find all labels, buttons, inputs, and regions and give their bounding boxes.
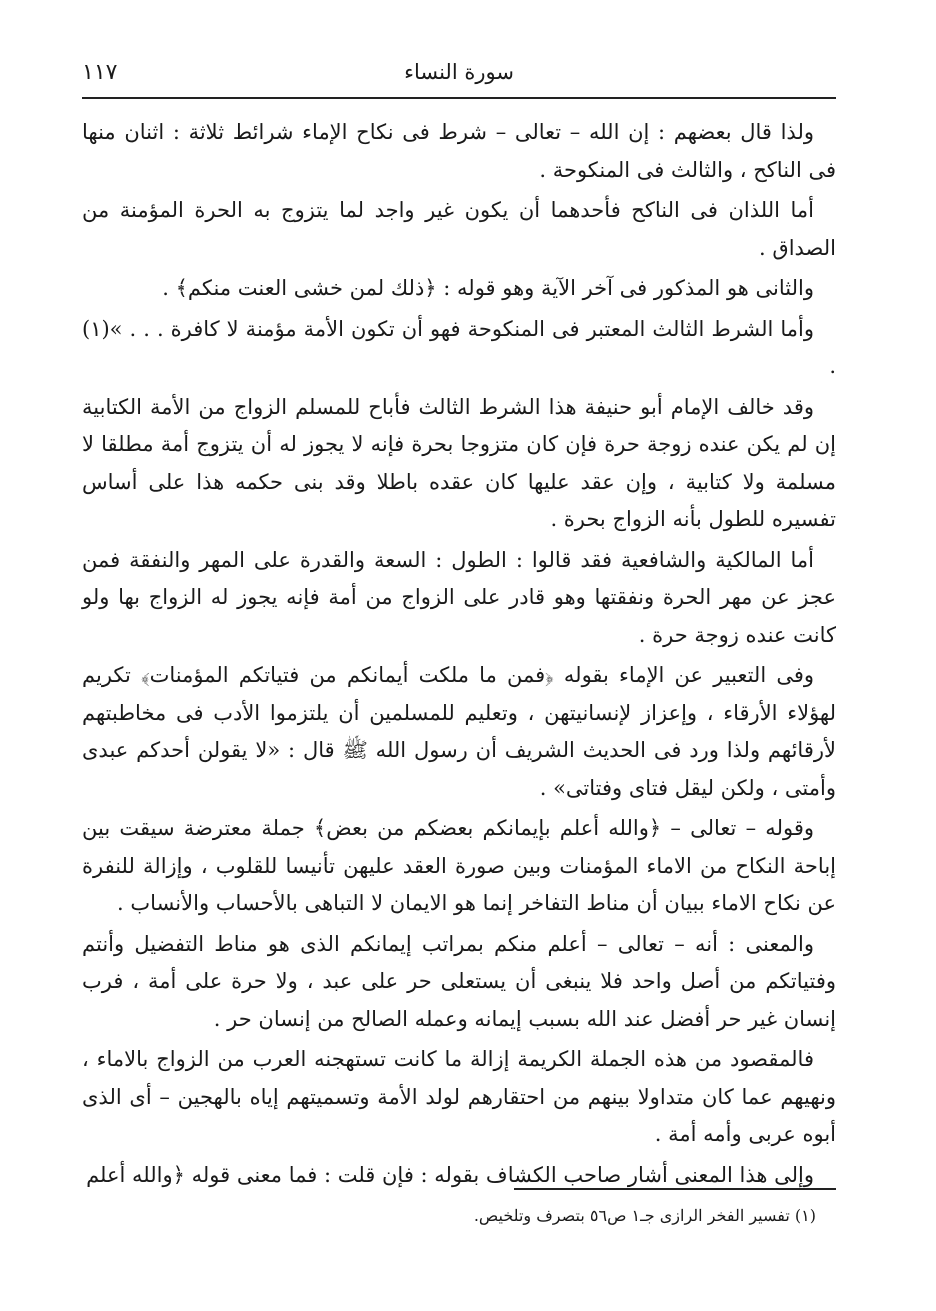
page-number: ١١٧ bbox=[82, 60, 118, 85]
paragraph-9: والمعنى : أنه – تعالى – أعلم منكم بمراتب إيمانكم الذى هو مناط التفضيل وأنتم وفتياتكم من أصل واحد فلا ينبغى أن يستعلى حر على عبد ، ولا حرة على أمة ، فرب إنسان غير حر أفضل عند الله بسبب إيمانه وعمله الصالح من إنسان حر . bbox=[82, 931, 836, 1031]
paragraph-4: وأما الشرط الثالث المعتبر فى المنكوحة فهو أن تكون الأمة مؤمنة لا كافرة . . . »(١) . bbox=[82, 316, 836, 378]
footnote: (١) تفسير الفخر الرازى جـ١ ص٥٦ بتصرف وتلخيص. bbox=[473, 1206, 816, 1225]
footnote-divider bbox=[514, 1188, 836, 1190]
paragraph-8: وقوله – تعالى – ﴿والله أعلم بإيمانكم بعضكم من بعض﴾ جملة معترضة سيقت بين إباحة النكاح من الاماء المؤمنات وبين صورة العقد عليهن تأنيسا للقلوب ، وإزالة للنفرة عن نكاح الاماء ببيان أن مناط التفاخر إنما هو الايمان لا التباهى بالأحساب والأنساب . bbox=[82, 816, 836, 915]
body-text bbox=[82, 114, 836, 1197]
paragraph-11: وإلى هذا المعنى أشار صاحب الكشاف بقوله : فإن قلت : فما معنى قوله ﴿والله أعلم bbox=[86, 1162, 814, 1187]
paragraph-3: والثانى هو المذكور فى آخر الآية وهو قوله : ﴿ذلك لمن خشى العنت منكم﴾ . bbox=[162, 276, 814, 300]
header-divider bbox=[82, 97, 836, 99]
surah-title: سورة النساء bbox=[404, 60, 514, 84]
page-header bbox=[82, 56, 836, 96]
paragraph-5: وقد خالف الإمام أبو حنيفة هذا الشرط الثالث فأباح للمسلم الزواج من الأمة الكتابية إن لم يكن عنده زوجة حرة فإن كان متزوجا بحرة فإنه لا يجوز له أن يتزوج أمة مطلقا لا مسلمة ولا كتابية ، وإن عقد عليها كان عقده باطلا وقد بنى حكمه هذا على أساس تفسيره للطول بأنه الزواج بحرة . bbox=[82, 394, 836, 531]
paragraph-7: وفى التعبير عن الإماء بقوله ﴿فمن ما ملكت أيمانكم من فتياتكم المؤمنات﴾ تكريم لهؤلاء الأرقاء ، وإعزاز لإنسانيتهن ، وتعليم للمسلمين أن يلتزموا الأدب فى مخاطبتهم لأرقائهم ولذا ورد فى الحديث الشريف أن رسول الله ﷺ قال : «لا يقولن أحدكم عبدى وأمتى ، ولكن ليقل فتاى وفتاتى» . bbox=[82, 663, 836, 800]
paragraph-6: أما المالكية والشافعية فقد قالوا : الطول : السعة والقدرة على المهر والنفقة فمن عجز عن مهر الحرة ونفقتها وهو قادر على الزواج من أمة فإنه يجوز له الزواج بها ولو كانت عنده زوجة حرة . bbox=[82, 547, 836, 647]
paragraph-1: ولذا قال بعضهم : إن الله – تعالى – شرط فى نكاح الإماء شرائط ثلاثة : اثنان منها فى الناكح ، والثالث فى المنكوحة . bbox=[82, 120, 836, 182]
paragraph-10: فالمقصود من هذه الجملة الكريمة إزالة ما كانت تستهجنه العرب من الزواج بالاماء ، ونهيهم عما كان متداولا بينهم من احتقارهم لولد الأمة وتسميتهم إياه بالهجين – أى الذى أبوه عربى وأمه أمة . bbox=[82, 1047, 836, 1146]
paragraph-2: أما اللذان فى الناكح فأحدهما أن يكون غير واجد لما يتزوج به الحرة المؤمنة من الصداق . bbox=[82, 198, 836, 260]
